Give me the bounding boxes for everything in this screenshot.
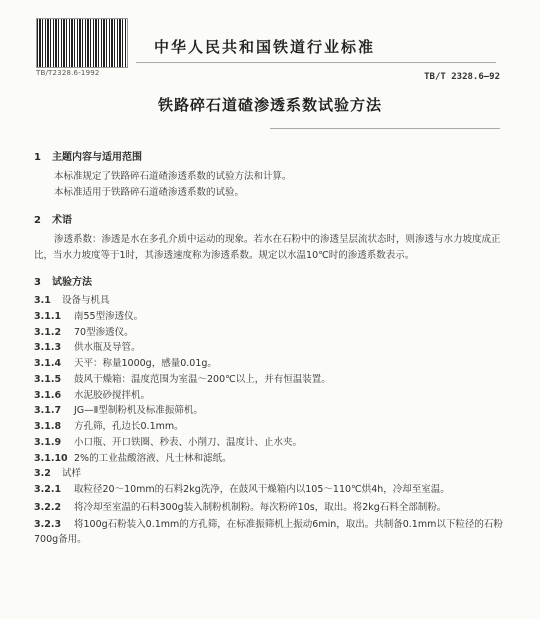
item-number: 3.1.8 <box>34 421 62 433</box>
item-text: 取粒径20～10mm的石料2kg洗净，在鼓风干燥箱内以105～110℃烘4h，冷却至室温。 <box>74 483 450 495</box>
item-number: 3.1.10 <box>34 452 68 464</box>
paragraph: 本标准规定了铁路碎石道碴渗透系数的试验方法和计算。 <box>54 170 292 182</box>
standard-body-title: 中华人民共和国铁道行业标准 <box>154 38 376 56</box>
item-text: 方孔筛，孔边长0.1mm。 <box>74 421 184 433</box>
item-text: 鼓风干燥箱：温度范围为室温～200℃以上，并有恒温装置。 <box>74 373 331 385</box>
list-item <box>34 341 504 356</box>
item-number: 3.1.5 <box>34 373 62 385</box>
item-number: 3.1.1 <box>34 311 62 323</box>
section-2 <box>34 213 504 263</box>
document-title: 铁路碎石道碴渗透系数试验方法 <box>157 96 382 114</box>
subsection-title: 试样 <box>62 468 82 480</box>
section-number: 1 <box>34 152 41 163</box>
item-number: 3.1.9 <box>34 436 62 448</box>
list-item <box>34 452 504 467</box>
item-text: 2%的工业盐酸溶液、凡士林和滤纸。 <box>74 452 232 464</box>
procedure-step <box>34 501 504 516</box>
header-divider <box>136 62 496 63</box>
list-item <box>34 436 504 451</box>
section-heading <box>34 150 504 166</box>
subsection-number: 3.1 <box>34 295 51 307</box>
item-number: 3.2.1 <box>34 483 62 495</box>
list-item <box>34 326 504 341</box>
item-text: 水泥胶砂搅拌机。 <box>74 389 151 401</box>
subsection-title: 设备与机具 <box>62 295 110 307</box>
item-number: 3.1.7 <box>34 405 62 417</box>
barcode-label: TB/T2328.6-1992 <box>36 69 100 77</box>
item-text: 天平：称量1000g，感量0.01g。 <box>74 358 217 370</box>
section-heading <box>34 213 504 229</box>
item-text: 供水瓶及导管。 <box>74 342 141 354</box>
section-number: 2 <box>34 214 41 226</box>
list-item <box>34 389 504 404</box>
title-divider <box>270 128 500 129</box>
item-text: 将100g石粉装入0.1mm的方孔筛，在标准振筛机上振动6min，取出。共制备0.1mm以下粒径的石粉700g备用。 <box>34 519 503 546</box>
item-number: 3.1.2 <box>34 326 62 338</box>
list-item <box>34 373 504 388</box>
list-item <box>34 404 504 419</box>
term-definition: 渗透系数：渗透是水在多孔介质中运动的现象。若水在石粉中的渗透呈层流状态时，则渗透与水力坡度成正比，当水力坡度等于1时，其渗透速度称为渗透系数。规定以水温10℃时的渗透系数表示。 <box>34 234 501 261</box>
standard-code: TB/T 2328.6—92 <box>424 72 500 82</box>
list-item <box>34 357 504 372</box>
section-heading <box>34 275 504 291</box>
section-title: 主题内容与适用范围 <box>52 152 142 163</box>
item-number: 3.1.4 <box>34 358 62 370</box>
item-number: 3.2.3 <box>34 519 62 531</box>
section-1 <box>34 150 504 201</box>
procedure-step <box>34 518 504 547</box>
section-number: 3 <box>34 276 41 288</box>
section-title: 试验方法 <box>52 276 92 288</box>
item-number: 3.1.6 <box>34 389 62 401</box>
subsection <box>34 294 504 309</box>
list-item <box>34 310 504 325</box>
item-text: 小口瓶、开口铁圈、秒表、小削刀、温度计、止水夹。 <box>74 436 303 448</box>
subsection <box>34 467 504 482</box>
list-item <box>34 420 504 435</box>
subsection-number: 3.2 <box>34 468 51 480</box>
item-text: 70型渗透仪。 <box>74 326 134 338</box>
item-number: 3.2.2 <box>34 501 62 513</box>
section-3 <box>34 275 504 548</box>
item-text: 南55型渗透仪。 <box>74 311 144 323</box>
item-text: 将冷却至室温的石料300g装入制粉机制粉。每次粉碎10s，取出。将2kg石料全部制粉。 <box>74 501 447 513</box>
item-number: 3.1.3 <box>34 342 62 354</box>
document-body <box>34 150 504 551</box>
paragraph: 本标准适用于铁路碎石道碴渗透系数的试验。 <box>54 187 245 199</box>
barcode-image <box>36 18 128 68</box>
item-text: JG—Ⅱ型制粉机及标准振筛机。 <box>74 405 203 417</box>
section-title: 术语 <box>52 214 72 226</box>
procedure-step <box>34 483 504 498</box>
